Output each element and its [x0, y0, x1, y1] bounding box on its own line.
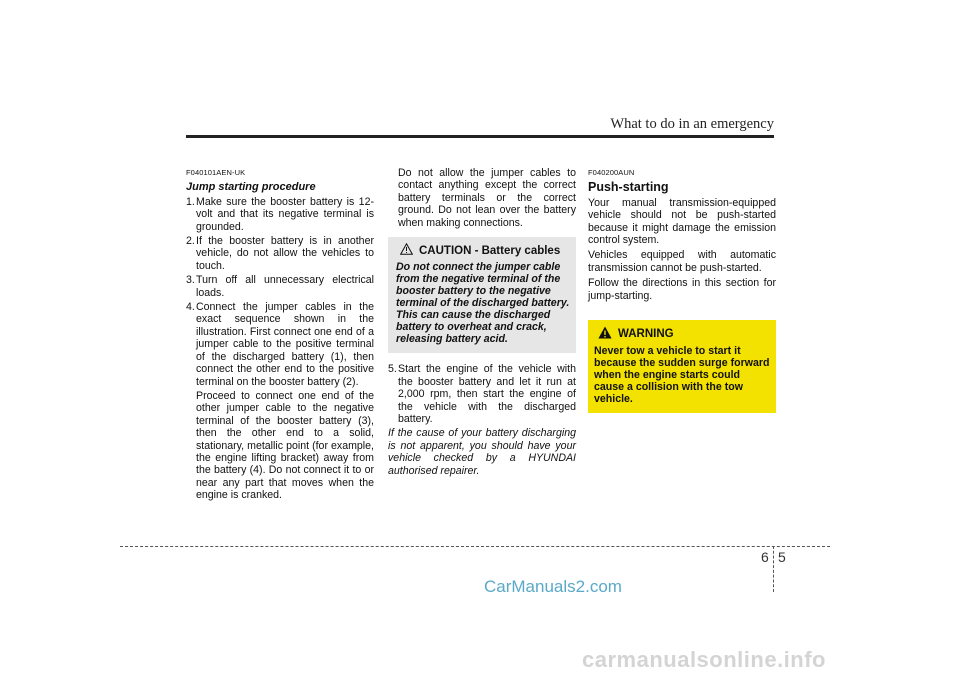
page-number: 5: [778, 549, 786, 565]
item-number: 1.: [186, 195, 195, 208]
paragraph: Vehicles equipped with automatic transmission cannot be push-started.: [588, 249, 776, 274]
item-continuation: Proceed to connect one end of the other jumper cable to the negative terminal of the booster battery (3), then the other end to a solid, stationary, metallic point (for example, the engine lifting bracket) away from the battery (4). Do not connect it to or near any part that moves when the engine is cranked.: [196, 389, 374, 502]
warning-title: WARNING: [618, 328, 674, 341]
section-subtitle: Jump starting procedure: [186, 181, 316, 194]
item-text: Make sure the booster battery is 12-volt and that its negative terminal is grounded.: [196, 195, 374, 233]
caution-title: CAUTION - Battery cables: [419, 244, 561, 257]
warning-header: [594, 326, 770, 342]
warning-box: [588, 320, 776, 413]
chapter-number: 6: [761, 549, 769, 565]
section-code: F040200AUN: [588, 168, 635, 177]
repair-note: If the cause of your battery discharging is not apparent, you should have your vehicle checked by a HYUNDAI authorised repairer.: [388, 427, 576, 477]
section-title: What to do in an emergency: [610, 116, 774, 132]
warning-triangle-icon: [400, 243, 413, 258]
caution-text: Do not connect the jumper cable from the negative terminal of the booster battery to the negative terminal of the discharged battery. This can cause the discharged battery to overheat and crack, releasing battery acid.: [396, 261, 570, 346]
section-subtitle: Push-starting: [588, 180, 669, 195]
warning-triangle-icon: [598, 326, 612, 342]
intro-paragraph: Do not allow the jumper cables to contact anything except the correct battery terminals or the correct ground. Do not lean over the battery when making connections.: [398, 167, 576, 229]
caution-header: [396, 243, 570, 258]
warning-text: Never tow a vehicle to start it because the sudden surge forward when the engine starts could cause a collision with the tow vehicle.: [594, 345, 770, 406]
section-code: F040101AEN-UK: [186, 168, 246, 177]
item-text: Start the engine of the vehicle with the booster battery and let it run at 2,000 rpm, then start the engine of the vehicle with the discharged battery.: [398, 363, 576, 426]
item-number: 3.: [186, 274, 195, 287]
list-item: [186, 301, 374, 388]
column-jump-starting-continued: [388, 167, 576, 480]
page-divider: [773, 546, 774, 592]
footer-rule: [120, 546, 830, 547]
item-text: Turn off all unnecessary electrical loads.: [196, 274, 374, 299]
column-jump-starting: [186, 167, 374, 504]
item-text: If the booster battery is in another vehicle, do not allow the vehicles to touch.: [196, 235, 374, 272]
list-item: [388, 363, 576, 425]
item-number: 2.: [186, 235, 195, 248]
list-item: [186, 274, 374, 299]
item-text: Connect the jumper cables in the exact sequence shown in the illustration. First connect one end of a jumper cable to the positive terminal of the discharged battery (1), then connect the other end to the positive terminal on the booster battery (2).: [196, 301, 374, 388]
list-item: [186, 196, 374, 233]
item-number: 5.: [388, 363, 397, 376]
paragraph: Your manual transmission-equipped vehicle should not be push-started because it might damage the emission control system.: [588, 196, 776, 247]
paragraph: Follow the directions in this section for jump-starting.: [588, 277, 776, 302]
footer-site-watermark: carmanualsonline.info: [582, 647, 826, 672]
header-rule: [186, 135, 774, 138]
list-item: [186, 235, 374, 272]
column-push-starting: [588, 167, 776, 413]
item-number: 4.: [186, 301, 195, 314]
caution-box: [388, 237, 576, 353]
watermark-link[interactable]: CarManuals2.com: [484, 577, 622, 596]
